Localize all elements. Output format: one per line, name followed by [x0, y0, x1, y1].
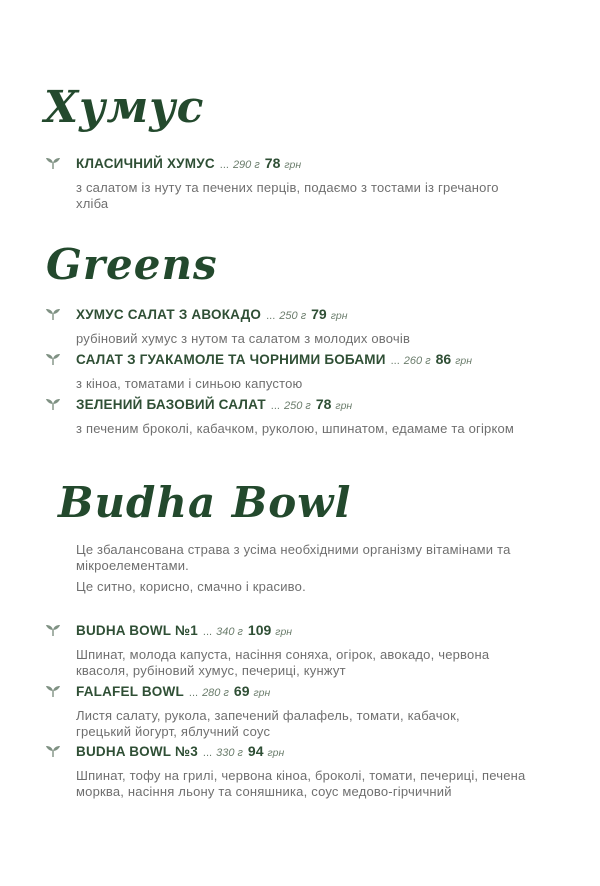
menu-item-classic-hummus — [45, 154, 565, 212]
menu-item-green-base-salad — [45, 395, 565, 437]
item-currency: грн — [253, 687, 271, 699]
sprout-leaf-icon — [45, 156, 61, 170]
item-price: 78 — [264, 155, 281, 171]
item-description: Листя салату, рукола, запечений фалафель, томати, кабачок, грецький йогурт, яблучний соус — [76, 708, 460, 739]
item-dots: ... — [266, 310, 276, 322]
item-weight: 280 г — [202, 687, 229, 699]
sprout-leaf-icon — [45, 397, 61, 411]
section-intro: Це збалансована страва з усіма необхідними організму вітамінами та мікроелементами. — [76, 542, 511, 573]
item-weight: 290 г — [232, 159, 260, 171]
item-description: з кіноа, томатами і синьою капустою — [76, 376, 303, 391]
item-currency: грн — [267, 747, 285, 759]
section-title-budha-bowl: Budha Bowl — [58, 478, 352, 527]
item-currency: грн — [330, 310, 348, 322]
item-weight: 250 г — [283, 400, 311, 412]
item-price: 86 — [435, 351, 452, 367]
item-name: FALAFEL BOWL — [76, 684, 184, 699]
item-name: КЛАСИЧНИЙ ХУМУС — [76, 156, 215, 171]
menu-item-hummus-avocado-salad — [45, 305, 565, 347]
item-weight: 250 г — [279, 310, 307, 322]
item-description: з салатом із нуту та печених перців, подаємо з тостами із гречаного хліба — [76, 180, 499, 211]
item-price: 79 — [311, 306, 327, 322]
item-currency: грн — [275, 626, 293, 638]
item-dots: ... — [270, 400, 280, 412]
item-dots: ... — [390, 355, 400, 367]
sprout-leaf-icon — [45, 352, 61, 366]
item-weight: 260 г — [403, 355, 431, 367]
item-currency: грн — [455, 355, 473, 367]
item-dots: ... — [188, 687, 199, 699]
sprout-leaf-icon — [45, 684, 61, 698]
section-title-greens: Greens — [46, 240, 218, 289]
item-description: Шпинат, молода капуста, насіння соняха, огірок, авокадо, червона квасоля, рубіновий хумус, печериці, кунжут — [76, 647, 490, 678]
item-dots: ... — [202, 747, 213, 759]
menu-item-budha-bowl-1 — [45, 621, 565, 679]
menu-item-falafel-bowl — [45, 682, 565, 740]
item-description: рубіновий хумус з нутом та салатом з молодих овочів — [76, 331, 411, 346]
item-price: 109 — [247, 622, 272, 638]
section-title-hummus: Хумус — [44, 82, 205, 133]
item-name: ХУМУС САЛАТ З АВОКАДО — [76, 307, 262, 322]
item-description: Шпинат, тофу на грилі, червона кіноа, броколі, томати, печериці, печена морква, насіння льону та соняшника, соус медово-гірчичний — [76, 768, 526, 799]
item-name: BUDHA BOWL №1 — [76, 623, 198, 638]
sprout-leaf-icon — [45, 623, 61, 637]
item-weight: 330 г — [216, 747, 243, 759]
item-price: 69 — [233, 683, 250, 699]
item-name: ЗЕЛЕНИЙ БАЗОВИЙ САЛАТ — [76, 397, 266, 412]
menu-item-budha-bowl-3 — [45, 742, 565, 800]
item-description: з печеним броколі, кабачком, руколою, шпинатом, едамаме та огірком — [76, 421, 515, 436]
item-dots: ... — [219, 159, 229, 171]
sprout-leaf-icon — [45, 744, 61, 758]
sprout-leaf-icon — [45, 307, 61, 321]
item-name: САЛАТ З ГУАКАМОЛЕ ТА ЧОРНИМИ БОБАМИ — [76, 352, 386, 367]
item-weight: 340 г — [216, 626, 243, 638]
item-price: 78 — [315, 396, 332, 412]
item-price: 94 — [247, 743, 264, 759]
item-currency: грн — [335, 400, 353, 412]
menu-item-guacamole-salad — [45, 350, 565, 392]
item-dots: ... — [202, 626, 213, 638]
item-name: BUDHA BOWL №3 — [76, 744, 198, 759]
item-currency: грн — [284, 159, 302, 171]
section-intro-tagline: Це ситно, корисно, смачно і красиво. — [76, 579, 306, 594]
